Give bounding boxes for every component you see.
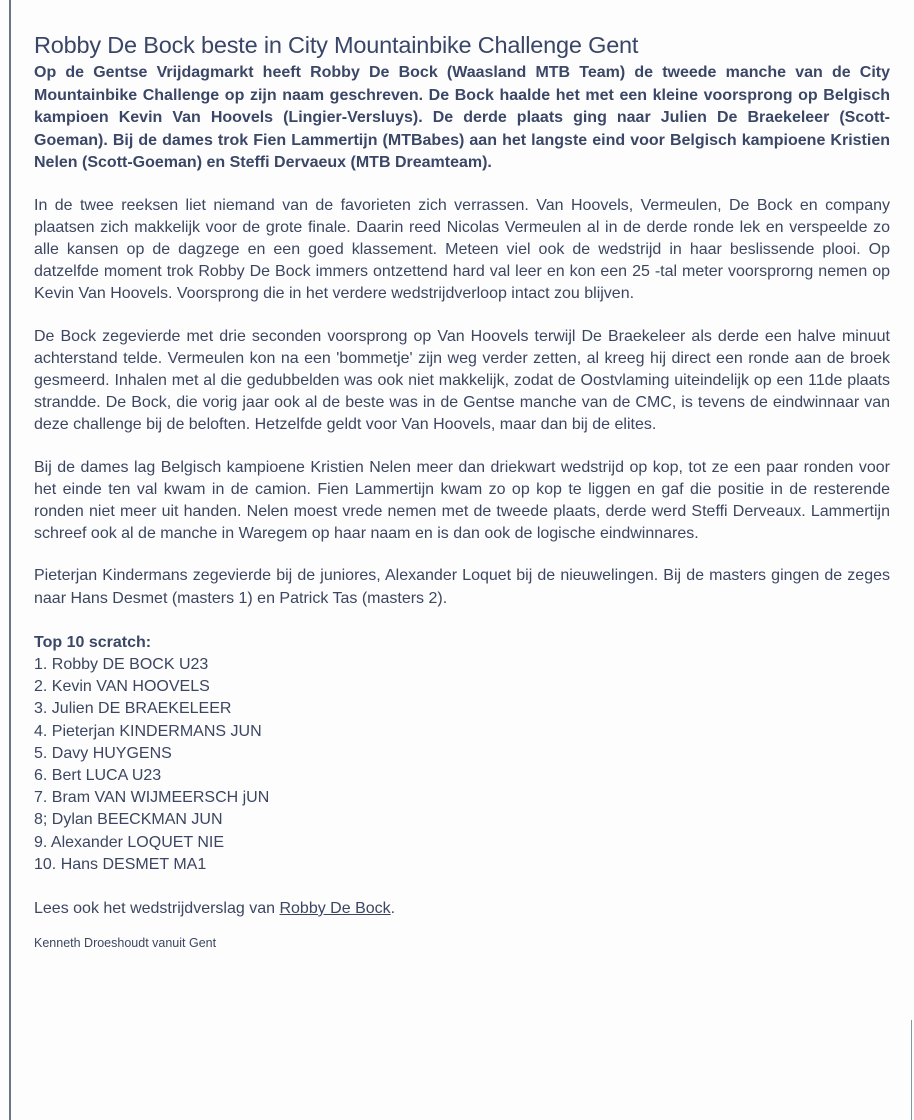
article-title: Robby De Bock beste in City Mountainbike Challenge Gent — [34, 32, 639, 58]
result-item: 2. Kevin VAN HOOVELS — [34, 678, 210, 696]
result-item: 8; Dylan BEECKMAN JUN — [34, 811, 223, 829]
result-item: 10. Hans DESMET MA1 — [34, 855, 207, 873]
paragraph-outcome: De Bock zegevierde met drie seconden voorsprong op Van Hoovels terwijl De Braekeleer als derde een halve minuut achterstand telde. Vermeulen kon na een 'bommetje' zijn weg verder zetten, al kreeg hij direct een ronde aan de broek gesmeerd. Inhalen met al die gedubbelden was ook niet makkelijk, zodat de Oostvlaming uiteindelijk op een 11de plaats strandde. De Bock, die vorig jaar ook al de beste was in de Gentse manche van de CMC, is tevens de eindwinnaar van deze challenge bij de beloften. Hetzelfde geldt voor Van Hoovels, maar dan bij de elites. — [34, 327, 890, 434]
left-border-rule — [9, 0, 11, 1120]
result-item: 1. Robby DE BOCK U23 — [34, 655, 209, 673]
result-item: 3. Julien DE BRAEKELEER — [34, 700, 232, 718]
result-item: 9. Alexander LOQUET NIE — [34, 833, 225, 851]
results-section — [34, 632, 890, 876]
article-lead: Op de Gentse Vrijdagmarkt heeft Robby De Bock (Waasland MTB Team) de tweede manche van de City Mountainbike Challenge op zijn naam geschreven. De Bock haalde het met een kleine voorsprong op Belgisch kampioen Kevin Van Hoovels (Lingier-Versluys). De derde plaats ging naar Julien De Braekeleer (Scott-Goeman). Bij de dames trok Fien Lammertijn (MTBabes) aan het langste eind voor Belgisch kampioene Kristien Nelen (Scott-Goeman) en Steffi Dervaeux (MTB Dreamteam). — [34, 64, 890, 171]
result-item: 7. Bram VAN WIJMEERSCH jUN — [34, 789, 270, 807]
article — [34, 30, 890, 952]
paragraph-categories: Pieterjan Kindermans zegevierde bij de juniores, Alexander Loquet bij de nieuwelingen. Bij de masters gingen de zeges naar Hans Desmet (masters 1) en Patrick Tas (masters 2). — [34, 567, 890, 607]
results-list — [34, 654, 890, 876]
paragraph-women: Bij de dames lag Belgisch kampioene Kristien Nelen meer dan driekwart wedstrijd op kop, tot ze een paar ronden voor het einde ten val kwam in de camion. Fien Lammertijn kwam zo op kop te liggen en gaf die positie in de resterende ronden niet meer uit handen. Nelen moest vrede nemen met de tweede plaats, derde werd Steffi Derveaux. Lammertijn schreef ook al de manche in Waregem op haar naam en is dan ook de logische eindwinnares. — [34, 458, 890, 543]
byline: Kenneth Droeshoudt vanuit Gent — [34, 935, 217, 950]
results-heading: Top 10 scratch: — [34, 633, 152, 651]
paragraph-race-report: In de twee reeksen liet niemand van de favorieten zich verrassen. Van Hoovels, Vermeulen, De Bock en company plaatsen zich makkelijk voor de grote finale. Daarin reed Nicolas Vermeulen al in de derde ronde lek en verspeelde zo alle kansen op de dagzege en een goed klassement. Meteen viel ook de wedstrijd in haar beslissende plooi. Op datzelfde moment trok Robby De Bock immers ontzettend hard val leer en kon een 25 -tal meter voorsprorng nemen op Kevin Van Hoovels. Voorsprong die in het verdere wedstrijdverloop intact zou blijven. — [34, 196, 890, 303]
read-more — [34, 898, 890, 920]
result-item: 5. Davy HUYGENS — [34, 744, 172, 762]
right-border-rule — [911, 1020, 912, 1120]
read-more-suffix: . — [390, 899, 396, 917]
result-item: 4. Pieterjan KINDERMANS JUN — [34, 722, 262, 740]
read-more-prefix: Lees ook het wedstrijdverslag van — [34, 899, 280, 917]
result-item: 6. Bert LUCA U23 — [34, 766, 162, 784]
race-report-link[interactable]: Robby De Bock — [279, 899, 391, 917]
